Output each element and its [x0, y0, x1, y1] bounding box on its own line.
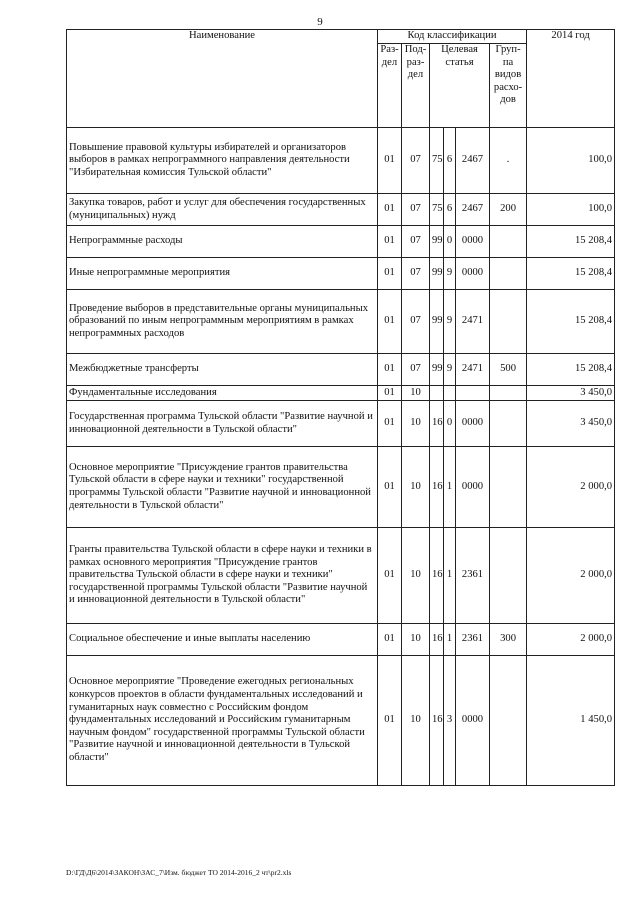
row-expense-group: [490, 656, 527, 786]
row-amount: 1 450,0: [527, 656, 615, 786]
table-row: [67, 194, 615, 226]
header-target-article: Целевая статья: [430, 44, 490, 128]
row-target-part3: 2471: [456, 354, 490, 386]
row-amount: 2 000,0: [527, 624, 615, 656]
table-row: [67, 128, 615, 194]
row-target-part1: [430, 386, 444, 401]
row-amount: 15 208,4: [527, 290, 615, 354]
row-expense-group: .: [490, 128, 527, 194]
row-name: Повышение правовой культуры избирателей и организаторов выборов в рамках непрограммного направления деятельности "Избирательная комиссия Тульской области": [67, 128, 378, 194]
table-row: [67, 290, 615, 354]
row-razdel: 01: [378, 354, 402, 386]
row-razdel: 01: [378, 656, 402, 786]
row-podrazdel: 10: [402, 447, 430, 528]
row-target-part2: 3: [444, 656, 456, 786]
page-number: 9: [317, 16, 323, 28]
row-target-part1: 16: [430, 656, 444, 786]
header-expense-group: Груп-па видов расхо-дов: [490, 44, 527, 128]
row-razdel: 01: [378, 128, 402, 194]
budget-table: [66, 29, 615, 786]
row-name: Основное мероприятие "Присуждение грантов правительства Тульской области в сфере науки и техники" государственной программы Тульской области "Развитие научной и инновационной деятельности в Тульской области": [67, 447, 378, 528]
row-amount: 3 450,0: [527, 386, 615, 401]
row-podrazdel: 07: [402, 354, 430, 386]
row-name: Непрограммные расходы: [67, 226, 378, 258]
table-row: [67, 528, 615, 624]
row-name: Межбюджетные трансферты: [67, 354, 378, 386]
row-amount: 15 208,4: [527, 226, 615, 258]
header-podrazdel: Под-раз-дел: [402, 44, 430, 128]
row-target-part1: 99: [430, 290, 444, 354]
row-target-part3: 2361: [456, 624, 490, 656]
row-target-part2: 9: [444, 290, 456, 354]
row-razdel: 01: [378, 447, 402, 528]
row-target-part1: 75: [430, 128, 444, 194]
row-podrazdel: 07: [402, 128, 430, 194]
row-razdel: 01: [378, 386, 402, 401]
row-target-part2: 9: [444, 258, 456, 290]
row-expense-group: [490, 386, 527, 401]
row-expense-group: [490, 528, 527, 624]
row-razdel: 01: [378, 226, 402, 258]
header-name: Наименование: [67, 30, 378, 128]
table-row: [67, 656, 615, 786]
row-target-part3: 0000: [456, 258, 490, 290]
row-razdel: 01: [378, 528, 402, 624]
row-target-part2: 9: [444, 354, 456, 386]
table-row: [67, 258, 615, 290]
table-row: [67, 386, 615, 401]
row-target-part1: 75: [430, 194, 444, 226]
row-target-part3: 0000: [456, 226, 490, 258]
row-podrazdel: 07: [402, 226, 430, 258]
row-target-part1: 16: [430, 447, 444, 528]
row-name: Гранты правительства Тульской области в сфере науки и техники в рамках основного мероприятия "Присуждение грантов правительства Тульской области в сфере науки и техники" государственной программы Тульской области "Развитие научной и инновационной деятельности в Тульской области": [67, 528, 378, 624]
table-row: [67, 354, 615, 386]
row-razdel: 01: [378, 258, 402, 290]
row-name: Закупка товаров, работ и услуг для обеспечения государственных (муниципальных) нужд: [67, 194, 378, 226]
row-razdel: 01: [378, 194, 402, 226]
row-podrazdel: 10: [402, 624, 430, 656]
row-razdel: 01: [378, 624, 402, 656]
row-podrazdel: 07: [402, 290, 430, 354]
row-target-part2: 1: [444, 528, 456, 624]
row-podrazdel: 07: [402, 194, 430, 226]
table-row: [67, 401, 615, 447]
row-target-part2: 0: [444, 401, 456, 447]
row-target-part1: 99: [430, 258, 444, 290]
file-path-footer: D:\ГД\Д6\2014\ЗАКОН\ЗАС_7\Изм. бюджет ТО 2014-2016_2 чт\pr2.xls: [66, 868, 292, 877]
row-amount: 100,0: [527, 194, 615, 226]
row-podrazdel: 10: [402, 528, 430, 624]
row-target-part3: 0000: [456, 656, 490, 786]
row-amount: 3 450,0: [527, 401, 615, 447]
table-row: [67, 624, 615, 656]
row-target-part2: 1: [444, 447, 456, 528]
header-code-group: Код классификации: [378, 30, 527, 44]
row-target-part3: 2467: [456, 194, 490, 226]
row-podrazdel: 10: [402, 401, 430, 447]
row-target-part3: [456, 386, 490, 401]
row-name: Социальное обеспечение и иные выплаты населению: [67, 624, 378, 656]
row-target-part2: 1: [444, 624, 456, 656]
header-razdel: Раз-дел: [378, 44, 402, 128]
row-expense-group: [490, 401, 527, 447]
row-name: Фундаментальные исследования: [67, 386, 378, 401]
row-expense-group: 200: [490, 194, 527, 226]
row-name: Государственная программа Тульской области "Развитие научной и инновационной деятельности в Тульской области": [67, 401, 378, 447]
row-name: Иные непрограммные мероприятия: [67, 258, 378, 290]
row-target-part1: 99: [430, 354, 444, 386]
row-target-part3: 2467: [456, 128, 490, 194]
row-expense-group: [490, 447, 527, 528]
table-row: [67, 226, 615, 258]
row-expense-group: 500: [490, 354, 527, 386]
row-target-part1: 16: [430, 528, 444, 624]
row-amount: 2 000,0: [527, 447, 615, 528]
row-podrazdel: 10: [402, 386, 430, 401]
row-target-part3: 0000: [456, 447, 490, 528]
row-target-part2: 6: [444, 194, 456, 226]
row-amount: 15 208,4: [527, 258, 615, 290]
row-target-part3: 0000: [456, 401, 490, 447]
row-target-part1: 16: [430, 401, 444, 447]
row-name: Проведение выборов в представительные органы муниципальных образований по иным непрограммным мероприятиям в рамках непрограммных расходов: [67, 290, 378, 354]
row-razdel: 01: [378, 401, 402, 447]
row-expense-group: [490, 226, 527, 258]
row-target-part1: 99: [430, 226, 444, 258]
row-amount: 2 000,0: [527, 528, 615, 624]
row-target-part3: 2361: [456, 528, 490, 624]
row-target-part3: 2471: [456, 290, 490, 354]
table-row: [67, 447, 615, 528]
row-expense-group: [490, 290, 527, 354]
row-podrazdel: 10: [402, 656, 430, 786]
row-amount: 15 208,4: [527, 354, 615, 386]
row-name: Основное мероприятие "Проведение ежегодных региональных конкурсов проектов в области фундаментальных исследований и гуманитарных наук совместно с Российским фондом фундаментальных исследований и Российским гуманитарным научным фондом" государственной программы Тульской области "Развитие научной и инновационной деятельности в Тульской области": [67, 656, 378, 786]
row-target-part2: 6: [444, 128, 456, 194]
row-target-part2: 0: [444, 226, 456, 258]
header-year: 2014 год: [527, 30, 615, 128]
row-expense-group: 300: [490, 624, 527, 656]
row-podrazdel: 07: [402, 258, 430, 290]
row-target-part1: 16: [430, 624, 444, 656]
row-amount: 100,0: [527, 128, 615, 194]
row-razdel: 01: [378, 290, 402, 354]
row-target-part2: [444, 386, 456, 401]
row-expense-group: [490, 258, 527, 290]
